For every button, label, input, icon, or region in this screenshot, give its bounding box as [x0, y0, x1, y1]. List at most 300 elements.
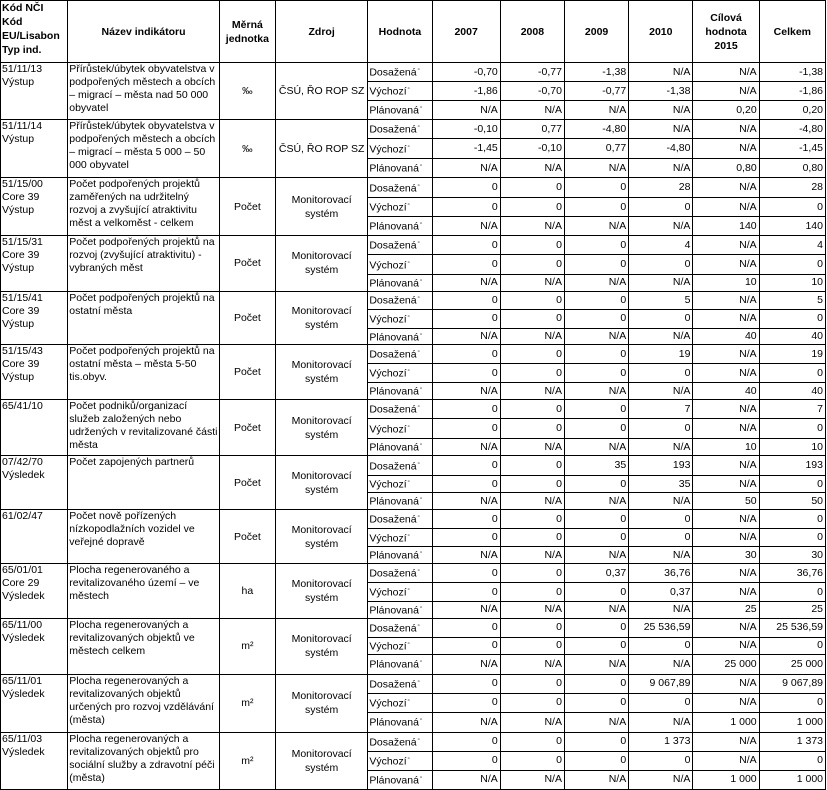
value-v2008: 0 [500, 255, 564, 275]
value-v2010: -1,38 [629, 82, 693, 101]
value-v2007: N/A [432, 439, 500, 456]
header-source: Zdroj [275, 1, 367, 63]
note-marker: ▫ [419, 221, 423, 228]
value-v2010: 4 [629, 236, 693, 255]
value-v2009: 0 [564, 732, 628, 751]
value-total: 0 [759, 529, 825, 547]
indicator-eu-code: Core 39 [2, 304, 40, 317]
value-v2008: N/A [500, 547, 564, 564]
indicator-type: Výstup [2, 262, 35, 274]
value-target: N/A [693, 198, 759, 217]
indicator-code-cell [1, 510, 68, 564]
value-v2009: 0 [564, 400, 628, 419]
value-v2010: N/A [629, 217, 693, 236]
value-v2009: 0 [564, 674, 628, 693]
indicator-type: Výstup [2, 317, 35, 330]
value-total: 10 [759, 439, 825, 456]
value-target: N/A [693, 732, 759, 751]
header-target: Cílová hodnota 2015 [693, 1, 759, 63]
note-marker: ▫ [419, 550, 423, 557]
value-total: 0 [759, 476, 825, 493]
value-v2010: 28 [629, 178, 693, 198]
indicator-source: Monitorovací systém [275, 345, 367, 400]
value-target: 25 000 [693, 654, 759, 674]
value-type: Výchozí▫ [368, 198, 432, 217]
header-value: Hodnota [368, 1, 432, 63]
value-v2010: 19 [629, 345, 693, 364]
value-target: N/A [693, 120, 759, 139]
header-2007: 2007 [432, 1, 500, 63]
value-v2007: N/A [432, 275, 500, 292]
value-v2007: 0 [432, 456, 500, 476]
value-target: N/A [693, 139, 759, 159]
value-type: Plánovaná▫ [368, 547, 432, 564]
value-type: Plánovaná▫ [368, 770, 432, 789]
value-target: N/A [693, 693, 759, 712]
indicator-source: Monitorovací systém [275, 510, 367, 564]
value-v2010: 1 373 [629, 732, 693, 751]
value-v2008: 0 [500, 178, 564, 198]
value-v2007: 0 [432, 345, 500, 364]
value-v2008: 0 [500, 732, 564, 751]
note-marker: ▫ [417, 460, 420, 467]
value-v2010: N/A [629, 547, 693, 564]
value-v2009: N/A [564, 439, 628, 456]
note-marker: ▫ [407, 532, 410, 539]
value-target: 25 [693, 602, 759, 619]
value-v2008: 0 [500, 529, 564, 547]
indicator-name: Přírůstek/úbytek obyvatelstva v podpořených městech a obcích – migrací – města 5 000 – 50 000 obyvatel [68, 120, 220, 178]
value-v2008: 0 [500, 345, 564, 364]
indicator-code: 65/01/01 [2, 564, 43, 576]
indicator-name: Přírůstek/úbytek obyvatelstva v podpořených městech a obcích – migrací – města nad 50 000 obyvatel [68, 63, 220, 120]
value-total: 0 [759, 693, 825, 712]
value-total: 0 [759, 510, 825, 529]
value-v2008: N/A [500, 101, 564, 120]
indicator-code-cell [1, 674, 68, 732]
note-marker: ▫ [407, 423, 410, 430]
value-type: Dosažená▫ [368, 120, 432, 139]
indicator-code: 51/15/00 [2, 178, 43, 190]
note-marker: ▫ [407, 313, 410, 320]
indicator-type: Výsledek [2, 590, 45, 602]
value-total: 7 [759, 400, 825, 419]
value-type: Výchozí▫ [368, 583, 432, 602]
value-total: 1 373 [759, 732, 825, 751]
indicator-type: Výsledek [2, 687, 45, 700]
value-v2010: -4,80 [629, 139, 693, 159]
indicator-name: Plocha regenerovaných a revitalizovaných objektů pro sociální služby a zdravotní péči (města) [68, 732, 220, 789]
value-v2008: 0 [500, 510, 564, 529]
indicator-code: 51/11/14 [2, 120, 43, 132]
value-v2008: 0 [500, 693, 564, 712]
value-target: 0,20 [693, 101, 759, 120]
indicator-code: 65/11/00 [2, 618, 43, 631]
value-total: 19 [759, 345, 825, 364]
value-type: Dosažená▫ [368, 63, 432, 82]
value-type: Dosažená▫ [368, 564, 432, 583]
indicator-source: Monitorovací systém [275, 178, 367, 236]
value-v2007: N/A [432, 770, 500, 789]
value-v2007: 0 [432, 178, 500, 198]
value-type: Plánovaná▫ [368, 439, 432, 456]
value-v2009: 0,37 [564, 564, 628, 583]
value-type: Plánovaná▫ [368, 383, 432, 400]
value-v2010: 0 [629, 255, 693, 275]
value-total: 28 [759, 178, 825, 198]
indicator-unit: m² [219, 674, 275, 732]
value-target: N/A [693, 63, 759, 82]
value-target: N/A [693, 345, 759, 364]
indicator-code-cell [1, 732, 68, 789]
indicator-code: 61/02/47 [2, 510, 43, 522]
value-total: 40 [759, 328, 825, 345]
value-v2008: 0 [500, 456, 564, 476]
value-total: 25 000 [759, 654, 825, 674]
table-row [1, 510, 826, 529]
value-v2008: 0 [500, 309, 564, 328]
value-v2009: -4,80 [564, 120, 628, 139]
table-row [1, 618, 826, 637]
value-total: 25 536,59 [759, 618, 825, 637]
value-v2008: N/A [500, 275, 564, 292]
value-v2007: -1,45 [432, 139, 500, 159]
value-total: 193 [759, 456, 825, 476]
value-v2009: 0 [564, 751, 628, 770]
value-v2008: N/A [500, 602, 564, 619]
value-total: 9 067,89 [759, 674, 825, 693]
value-v2009: 0,77 [564, 139, 628, 159]
indicator-code: 07/42/70 [2, 456, 43, 468]
note-marker: ▫ [407, 86, 410, 93]
value-v2009: 35 [564, 456, 628, 476]
note-marker: ▫ [419, 331, 423, 338]
value-type: Výchozí▫ [368, 693, 432, 712]
note-marker: ▫ [407, 143, 410, 150]
indicator-name: Počet podpořených projektů na ostatní města [68, 291, 220, 345]
value-v2007: N/A [432, 159, 500, 178]
indicator-type: Výstup [2, 133, 35, 145]
value-v2009: 0 [564, 476, 628, 493]
value-total: 10 [759, 275, 825, 292]
value-target: 40 [693, 328, 759, 345]
note-marker: ▫ [407, 755, 410, 762]
value-v2010: 193 [629, 456, 693, 476]
value-v2010: 36,76 [629, 564, 693, 583]
value-v2007: N/A [432, 101, 500, 120]
value-v2007: 0 [432, 510, 500, 529]
value-target: 40 [693, 383, 759, 400]
value-type: Výchozí▫ [368, 476, 432, 493]
table-row [1, 456, 826, 476]
indicator-eu-code: Core 39 [2, 249, 40, 261]
indicator-source: Monitorovací systém [275, 456, 367, 510]
table-row [1, 291, 826, 309]
value-target: N/A [693, 400, 759, 419]
header-2010: 2010 [629, 1, 693, 63]
table-row [1, 63, 826, 82]
indicator-unit: Počet [219, 178, 275, 236]
table-row [1, 732, 826, 751]
value-v2010: 5 [629, 291, 693, 309]
value-total: 5 [759, 291, 825, 309]
indicator-code-cell [1, 456, 68, 510]
note-marker: ▫ [417, 514, 420, 521]
value-type: Plánovaná▫ [368, 159, 432, 178]
indicator-unit: m² [219, 618, 275, 674]
value-v2008: 0 [500, 674, 564, 693]
indicator-code: 65/41/10 [2, 400, 43, 412]
value-type: Výchozí▫ [368, 751, 432, 770]
value-v2007: 0 [432, 618, 500, 637]
value-target: N/A [693, 82, 759, 101]
value-target: N/A [693, 364, 759, 383]
value-target: 1 000 [693, 712, 759, 732]
value-type: Dosažená▫ [368, 178, 432, 198]
value-type: Dosažená▫ [368, 618, 432, 637]
value-target: N/A [693, 178, 759, 198]
value-target: 140 [693, 217, 759, 236]
note-marker: ▫ [407, 479, 410, 486]
value-type: Plánovaná▫ [368, 493, 432, 510]
header-total: Celkem [759, 1, 825, 63]
note-marker: ▫ [407, 697, 410, 704]
value-type: Plánovaná▫ [368, 328, 432, 345]
value-v2007: 0 [432, 291, 500, 309]
indicator-code-cell [1, 120, 68, 178]
indicator-unit: Počet [219, 345, 275, 400]
value-v2008: N/A [500, 439, 564, 456]
indicator-unit: Počet [219, 400, 275, 456]
indicator-name: Plocha regenerovaných a revitalizovaných objektů určených pro rozvoj vzdělávání (města) [68, 674, 220, 732]
value-v2010: N/A [629, 602, 693, 619]
value-target: N/A [693, 309, 759, 328]
note-marker: ▫ [407, 368, 410, 375]
value-v2010: 35 [629, 476, 693, 493]
value-v2010: 0 [629, 693, 693, 712]
value-type: Dosažená▫ [368, 400, 432, 419]
value-target: 10 [693, 275, 759, 292]
indicator-source: Monitorovací systém [275, 400, 367, 456]
value-target: N/A [693, 419, 759, 439]
indicator-eu-code: Core 39 [2, 191, 40, 203]
header-row [1, 1, 826, 63]
value-v2009: N/A [564, 493, 628, 510]
value-v2009: 0 [564, 198, 628, 217]
value-v2008: -0,10 [500, 139, 564, 159]
indicator-name: Počet nově pořízených nízkopodlažních vozidel ve veřejné dopravě [68, 510, 220, 564]
value-v2009: 0 [564, 618, 628, 637]
value-type: Dosažená▫ [368, 345, 432, 364]
value-v2010: 7 [629, 400, 693, 419]
value-v2009: 0 [564, 419, 628, 439]
note-marker: ▫ [407, 202, 410, 209]
value-total: 0,80 [759, 159, 825, 178]
value-v2010: N/A [629, 383, 693, 400]
indicator-source: ČSÚ, ŘO ROP SZ [275, 120, 367, 178]
value-v2009: N/A [564, 159, 628, 178]
value-v2010: 0,37 [629, 583, 693, 602]
table-row [1, 120, 826, 139]
value-total: 0 [759, 751, 825, 770]
value-type: Plánovaná▫ [368, 602, 432, 619]
value-v2008: 0 [500, 564, 564, 583]
value-total: 0 [759, 255, 825, 275]
indicator-code-cell [1, 564, 68, 619]
value-type: Plánovaná▫ [368, 712, 432, 732]
note-marker: ▫ [417, 240, 420, 247]
value-v2008: N/A [500, 770, 564, 789]
value-v2009: N/A [564, 602, 628, 619]
value-type: Plánovaná▫ [368, 101, 432, 120]
value-v2008: N/A [500, 328, 564, 345]
note-marker: ▫ [417, 678, 420, 685]
value-total: 140 [759, 217, 825, 236]
indicator-source: Monitorovací systém [275, 564, 367, 619]
value-type: Výchozí▫ [368, 419, 432, 439]
note-marker: ▫ [419, 717, 423, 724]
value-v2009: N/A [564, 383, 628, 400]
value-v2008: 0 [500, 476, 564, 493]
value-v2007: 0 [432, 674, 500, 693]
value-v2007: 0 [432, 693, 500, 712]
note-marker: ▫ [407, 640, 410, 647]
value-v2008: 0 [500, 751, 564, 770]
value-target: N/A [693, 583, 759, 602]
indicator-name: Plocha regenerovaného a revitalizovaného území – ve městech [68, 564, 220, 619]
value-total: -1,45 [759, 139, 825, 159]
indicator-code: 51/15/41 [2, 291, 43, 304]
indicator-unit: m² [219, 732, 275, 789]
note-marker: ▫ [419, 659, 423, 666]
value-type: Dosažená▫ [368, 456, 432, 476]
note-marker: ▫ [417, 295, 420, 302]
value-v2009: 0 [564, 529, 628, 547]
value-total: 4 [759, 236, 825, 255]
value-type: Plánovaná▫ [368, 217, 432, 236]
indicator-source: Monitorovací systém [275, 236, 367, 292]
value-v2009: N/A [564, 217, 628, 236]
value-v2007: N/A [432, 547, 500, 564]
value-v2010: 25 536,59 [629, 618, 693, 637]
indicator-code-cell [1, 178, 68, 236]
indicator-code-cell [1, 345, 68, 400]
value-v2009: N/A [564, 275, 628, 292]
note-marker: ▫ [407, 587, 410, 594]
value-v2007: N/A [432, 493, 500, 510]
note-marker: ▫ [417, 568, 420, 575]
value-v2007: N/A [432, 654, 500, 674]
table-row [1, 564, 826, 583]
value-total: 30 [759, 547, 825, 564]
value-v2009: 0 [564, 345, 628, 364]
indicator-code: 51/11/13 [2, 63, 43, 75]
value-total: 0 [759, 309, 825, 328]
value-v2008: 0 [500, 637, 564, 654]
indicator-code-cell [1, 236, 68, 292]
value-total: -1,38 [759, 63, 825, 82]
value-v2010: N/A [629, 712, 693, 732]
value-v2010: N/A [629, 120, 693, 139]
value-v2008: N/A [500, 159, 564, 178]
note-marker: ▫ [417, 736, 420, 743]
value-total: 0 [759, 419, 825, 439]
note-marker: ▫ [417, 349, 420, 356]
value-v2010: 0 [629, 198, 693, 217]
value-v2009: N/A [564, 654, 628, 674]
value-v2009: 0 [564, 309, 628, 328]
value-total: -1,86 [759, 82, 825, 101]
note-marker: ▫ [419, 163, 423, 170]
value-target: N/A [693, 476, 759, 493]
value-v2007: 0 [432, 751, 500, 770]
value-v2008: N/A [500, 712, 564, 732]
value-v2009: 0 [564, 583, 628, 602]
value-type: Dosažená▫ [368, 291, 432, 309]
value-v2009: 0 [564, 364, 628, 383]
value-type: Plánovaná▫ [368, 654, 432, 674]
value-total: 40 [759, 383, 825, 400]
value-total: 0 [759, 637, 825, 654]
value-type: Výchozí▫ [368, 529, 432, 547]
indicator-code: 65/11/01 [2, 674, 43, 687]
note-marker: ▫ [417, 622, 420, 629]
value-v2007: -0,10 [432, 120, 500, 139]
value-v2010: N/A [629, 493, 693, 510]
value-v2009: N/A [564, 101, 628, 120]
value-v2007: 0 [432, 476, 500, 493]
value-v2008: N/A [500, 493, 564, 510]
value-target: 30 [693, 547, 759, 564]
value-v2007: 0 [432, 732, 500, 751]
value-v2007: 0 [432, 255, 500, 275]
value-v2007: N/A [432, 712, 500, 732]
indicator-code-cell [1, 291, 68, 345]
table-row [1, 236, 826, 255]
value-v2007: 0 [432, 419, 500, 439]
indicator-code-cell [1, 63, 68, 120]
value-type: Dosažená▫ [368, 236, 432, 255]
value-v2010: 0 [629, 419, 693, 439]
value-total: 36,76 [759, 564, 825, 583]
value-target: N/A [693, 529, 759, 547]
value-v2009: N/A [564, 547, 628, 564]
value-target: N/A [693, 456, 759, 476]
value-type: Výchozí▫ [368, 364, 432, 383]
value-target: N/A [693, 674, 759, 693]
value-v2007: 0 [432, 637, 500, 654]
note-marker: ▫ [419, 774, 423, 781]
value-total: 0 [759, 583, 825, 602]
value-v2007: 0 [432, 583, 500, 602]
indicator-unit: ‰ [219, 120, 275, 178]
value-v2008: 0 [500, 419, 564, 439]
value-v2008: -0,77 [500, 63, 564, 82]
note-marker: ▫ [419, 442, 423, 449]
value-v2010: 0 [629, 364, 693, 383]
indicator-unit: Počet [219, 456, 275, 510]
note-marker: ▫ [417, 182, 420, 189]
value-v2007: N/A [432, 383, 500, 400]
value-v2007: -0,70 [432, 63, 500, 82]
header-2009: 2009 [564, 1, 628, 63]
indicator-code: 65/11/03 [2, 732, 43, 745]
value-target: N/A [693, 291, 759, 309]
value-target: 0,80 [693, 159, 759, 178]
value-v2007: 0 [432, 400, 500, 419]
indicator-eu-code: Core 29 [2, 577, 40, 589]
value-v2010: 0 [629, 751, 693, 770]
